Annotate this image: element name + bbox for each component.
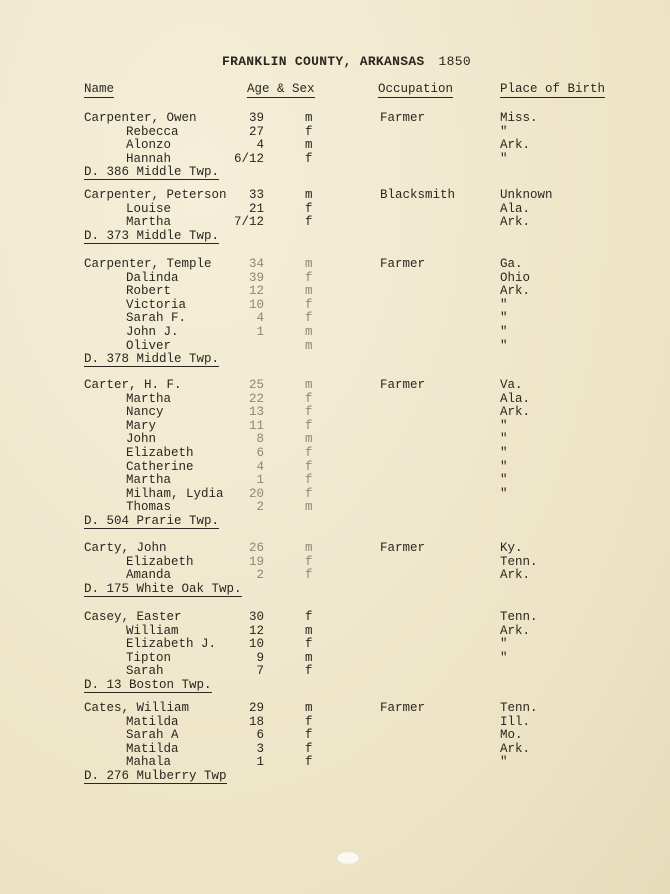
- census-row: [0, 460, 670, 474]
- entry-age: 2: [256, 568, 264, 583]
- page-title: [222, 54, 471, 69]
- entry-birthplace: Ark.: [500, 741, 531, 756]
- entry-sex: f: [305, 728, 313, 743]
- entry-sex: m: [305, 378, 313, 392]
- census-row: [0, 339, 670, 353]
- entry-age: 13: [248, 405, 264, 420]
- entry-age: 6/12: [233, 151, 264, 166]
- entry-birthplace: Ark.: [500, 405, 531, 420]
- entry-sex: m: [305, 188, 313, 202]
- entry-occupation: Farmer: [380, 111, 426, 125]
- entry-sex: f: [305, 446, 313, 460]
- entry-sex: m: [305, 284, 313, 299]
- entry-name: Carpenter, Peterson: [84, 188, 227, 202]
- entry-sex: m: [305, 325, 313, 339]
- census-row: [0, 555, 670, 569]
- district-footer: D. 504 Prarie Twp.: [84, 514, 220, 528]
- entry-age: 34: [248, 257, 264, 271]
- entry-sex: f: [305, 637, 313, 652]
- entry-age: 9: [256, 650, 264, 665]
- entry-age: 29: [248, 701, 264, 715]
- entry-age: 19: [248, 554, 264, 569]
- entry-sex: m: [305, 111, 313, 125]
- entry-age: 25: [248, 378, 264, 392]
- census-row: [0, 111, 670, 125]
- entry-birthplace: Tenn.: [500, 610, 538, 624]
- entry-name: Louise: [126, 201, 172, 216]
- census-row: [0, 125, 670, 139]
- title-year: 1850: [438, 54, 471, 69]
- entry-birthplace: Ga.: [500, 257, 523, 271]
- entry-age: 10: [248, 637, 264, 652]
- entry-name: Dalinda: [126, 270, 179, 285]
- census-row: [0, 568, 670, 582]
- entry-name: Tipton: [126, 650, 172, 665]
- entry-name: Carter, H. F.: [84, 378, 182, 392]
- entry-name: Victoria: [126, 297, 187, 312]
- entry-birthplace: ": [500, 486, 508, 501]
- census-row: [0, 392, 670, 406]
- entry-sex: m: [305, 432, 313, 447]
- entry-age: 4: [256, 138, 264, 153]
- entry-name: Nancy: [126, 405, 164, 420]
- entry-birthplace: Ark.: [500, 568, 531, 583]
- census-row: [0, 610, 670, 624]
- census-row: [0, 487, 670, 501]
- entry-age: 6: [256, 728, 264, 743]
- census-row: [0, 715, 670, 729]
- entry-birthplace: ": [500, 473, 508, 488]
- entry-name: Amanda: [126, 568, 172, 583]
- entry-name: Matilda: [126, 741, 179, 756]
- entry-birthplace: ": [500, 432, 508, 447]
- entry-sex: f: [305, 714, 313, 729]
- entry-name: Elizabeth: [126, 446, 194, 460]
- header-occupation: Occupation: [378, 82, 454, 96]
- entry-sex: f: [305, 610, 313, 624]
- entry-sex: f: [305, 391, 313, 406]
- entry-birthplace: ": [500, 325, 508, 339]
- entry-age: 18: [248, 714, 264, 729]
- entry-age: 21: [248, 201, 264, 216]
- entry-age: 6: [256, 446, 264, 460]
- census-row: [0, 405, 670, 419]
- entry-name: Sarah A: [126, 728, 179, 743]
- entry-birthplace: ": [500, 124, 508, 139]
- entry-name: Hannah: [126, 151, 172, 166]
- entry-age: 4: [256, 311, 264, 326]
- entry-sex: f: [305, 568, 313, 583]
- entry-birthplace: ": [500, 637, 508, 652]
- entry-name: Carpenter, Owen: [84, 111, 197, 125]
- entry-birthplace: Ark.: [500, 215, 531, 230]
- title-text: FRANKLIN COUNTY, ARKANSAS: [222, 54, 425, 69]
- entry-birthplace: Tenn.: [500, 701, 538, 715]
- census-row: [0, 215, 670, 229]
- entry-name: Rebecca: [126, 124, 179, 139]
- census-row: [0, 755, 670, 769]
- entry-sex: f: [305, 554, 313, 569]
- entry-birthplace: ": [500, 446, 508, 460]
- entry-sex: m: [305, 623, 313, 638]
- entry-name: Oliver: [126, 338, 172, 353]
- entry-birthplace: Ohio: [500, 270, 531, 285]
- entry-sex: f: [305, 405, 313, 420]
- entry-sex: f: [305, 664, 313, 679]
- entry-occupation: Farmer: [380, 701, 426, 715]
- census-row: [0, 651, 670, 665]
- entry-sex: f: [305, 486, 313, 501]
- entry-age: 8: [256, 432, 264, 447]
- entry-sex: m: [305, 541, 313, 555]
- entry-birthplace: Ark.: [500, 138, 531, 153]
- entry-sex: f: [305, 201, 313, 216]
- district-footer: D. 373 Middle Twp.: [84, 228, 220, 243]
- entry-age: 33: [248, 188, 264, 202]
- entry-birthplace: ": [500, 297, 508, 312]
- census-row: [0, 664, 670, 678]
- entry-name: John: [126, 432, 157, 447]
- header-place-of-birth: Place of Birth: [500, 82, 606, 96]
- entry-birthplace: ": [500, 151, 508, 166]
- census-row: [0, 701, 670, 715]
- entry-age: 2: [256, 500, 264, 515]
- entry-sex: f: [305, 418, 313, 433]
- entry-age: 10: [248, 297, 264, 312]
- entry-sex: f: [305, 741, 313, 756]
- entry-name: Martha: [126, 473, 172, 488]
- entry-sex: f: [305, 270, 313, 285]
- entry-age: 1: [256, 473, 264, 488]
- entry-occupation: Farmer: [380, 541, 426, 555]
- census-row: [0, 298, 670, 312]
- entry-sex: m: [305, 338, 313, 353]
- entry-sex: f: [305, 473, 313, 488]
- entry-birthplace: Ky.: [500, 541, 523, 555]
- census-row: [0, 728, 670, 742]
- entry-birthplace: Miss.: [500, 111, 538, 125]
- entry-name: Casey, Easter: [84, 610, 182, 624]
- district-footer: D. 175 White Oak Twp.: [84, 581, 242, 596]
- entry-age: 22: [248, 391, 264, 406]
- entry-name: Milham, Lydia: [126, 486, 224, 501]
- entry-name: Alonzo: [126, 138, 172, 153]
- entry-name: Carty, John: [84, 541, 167, 555]
- entry-age: 39: [248, 270, 264, 285]
- entry-name: Mahala: [126, 755, 172, 770]
- entry-sex: f: [305, 215, 313, 230]
- census-row: [0, 152, 670, 166]
- entry-name: Robert: [126, 284, 172, 299]
- entry-sex: m: [305, 257, 313, 271]
- entry-name: Martha: [126, 215, 172, 230]
- entry-age: 12: [248, 623, 264, 638]
- entry-birthplace: Ala.: [500, 201, 531, 216]
- entry-name: William: [126, 623, 179, 638]
- district-footer: D. 378 Middle Twp.: [84, 352, 220, 367]
- census-row: [0, 284, 670, 298]
- census-row: [0, 500, 670, 514]
- entry-age: 11: [248, 418, 264, 433]
- census-row: [0, 742, 670, 756]
- entry-birthplace: Unknown: [500, 188, 553, 202]
- entry-birthplace: ": [500, 418, 508, 433]
- entry-age: 7: [256, 664, 264, 679]
- entry-sex: m: [305, 138, 313, 153]
- district-footer: D. 13 Boston Twp.: [84, 678, 212, 692]
- entry-sex: f: [305, 124, 313, 139]
- census-row: [0, 541, 670, 555]
- entry-name: Elizabeth J.: [126, 637, 217, 652]
- entry-birthplace: Va.: [500, 378, 523, 392]
- entry-birthplace: Tenn.: [500, 554, 538, 569]
- entry-sex: m: [305, 701, 313, 715]
- entry-age: 27: [248, 124, 264, 139]
- census-row: [0, 624, 670, 638]
- census-row: [0, 311, 670, 325]
- entry-name: Elizabeth: [126, 554, 194, 569]
- entry-name: Martha: [126, 391, 172, 406]
- entry-birthplace: Mo.: [500, 728, 523, 743]
- entry-age: 39: [248, 111, 264, 125]
- entry-birthplace: Ark.: [500, 284, 531, 299]
- entry-sex: m: [305, 500, 313, 515]
- punch-hole: [336, 851, 360, 865]
- entry-age: 12: [248, 284, 264, 299]
- census-row: [0, 257, 670, 271]
- census-row: [0, 138, 670, 152]
- entry-birthplace: ": [500, 650, 508, 665]
- entry-sex: m: [305, 650, 313, 665]
- census-row: [0, 271, 670, 285]
- entry-age: 3: [256, 741, 264, 756]
- census-row: [0, 419, 670, 433]
- entry-age: 7/12: [233, 215, 264, 230]
- entry-sex: f: [305, 755, 313, 770]
- entry-age: 30: [248, 610, 264, 624]
- entry-birthplace: Ala.: [500, 391, 531, 406]
- entry-name: Mary: [126, 418, 157, 433]
- entry-name: Sarah F.: [126, 311, 187, 326]
- header-age-sex: Age & Sex: [247, 82, 315, 96]
- entry-sex: f: [305, 311, 313, 326]
- entry-occupation: Farmer: [380, 378, 426, 392]
- entry-age: 20: [248, 486, 264, 501]
- entry-birthplace: ": [500, 311, 508, 326]
- entry-age: 26: [248, 541, 264, 555]
- entry-name: Catherine: [126, 459, 194, 474]
- census-row: [0, 378, 670, 392]
- census-row: [0, 637, 670, 651]
- entry-occupation: Farmer: [380, 257, 426, 271]
- entry-sex: f: [305, 151, 313, 166]
- entry-age: 4: [256, 459, 264, 474]
- header-name: Name: [84, 82, 115, 96]
- entry-birthplace: ": [500, 338, 508, 353]
- entry-sex: f: [305, 297, 313, 312]
- entry-birthplace: ": [500, 755, 508, 770]
- census-row: [0, 202, 670, 216]
- entry-birthplace: Ill.: [500, 714, 531, 729]
- entry-name: Cates, William: [84, 701, 190, 715]
- entry-name: Sarah: [126, 664, 164, 679]
- entry-name: John J.: [126, 325, 179, 339]
- entry-occupation: Blacksmith: [380, 188, 456, 202]
- district-footer: D. 386 Middle Twp.: [84, 165, 220, 180]
- census-row: [0, 446, 670, 460]
- entry-name: Matilda: [126, 714, 179, 729]
- entry-birthplace: ": [500, 459, 508, 474]
- entry-age: 1: [256, 325, 264, 339]
- entry-birthplace: Ark.: [500, 623, 531, 638]
- entry-age: 1: [256, 755, 264, 770]
- census-row: [0, 473, 670, 487]
- entry-name: Carpenter, Temple: [84, 257, 212, 271]
- census-row: [0, 432, 670, 446]
- census-row: [0, 188, 670, 202]
- entry-name: Thomas: [126, 500, 172, 515]
- census-row: [0, 325, 670, 339]
- district-footer: D. 276 Mulberry Twp: [84, 769, 227, 783]
- entry-sex: f: [305, 459, 313, 474]
